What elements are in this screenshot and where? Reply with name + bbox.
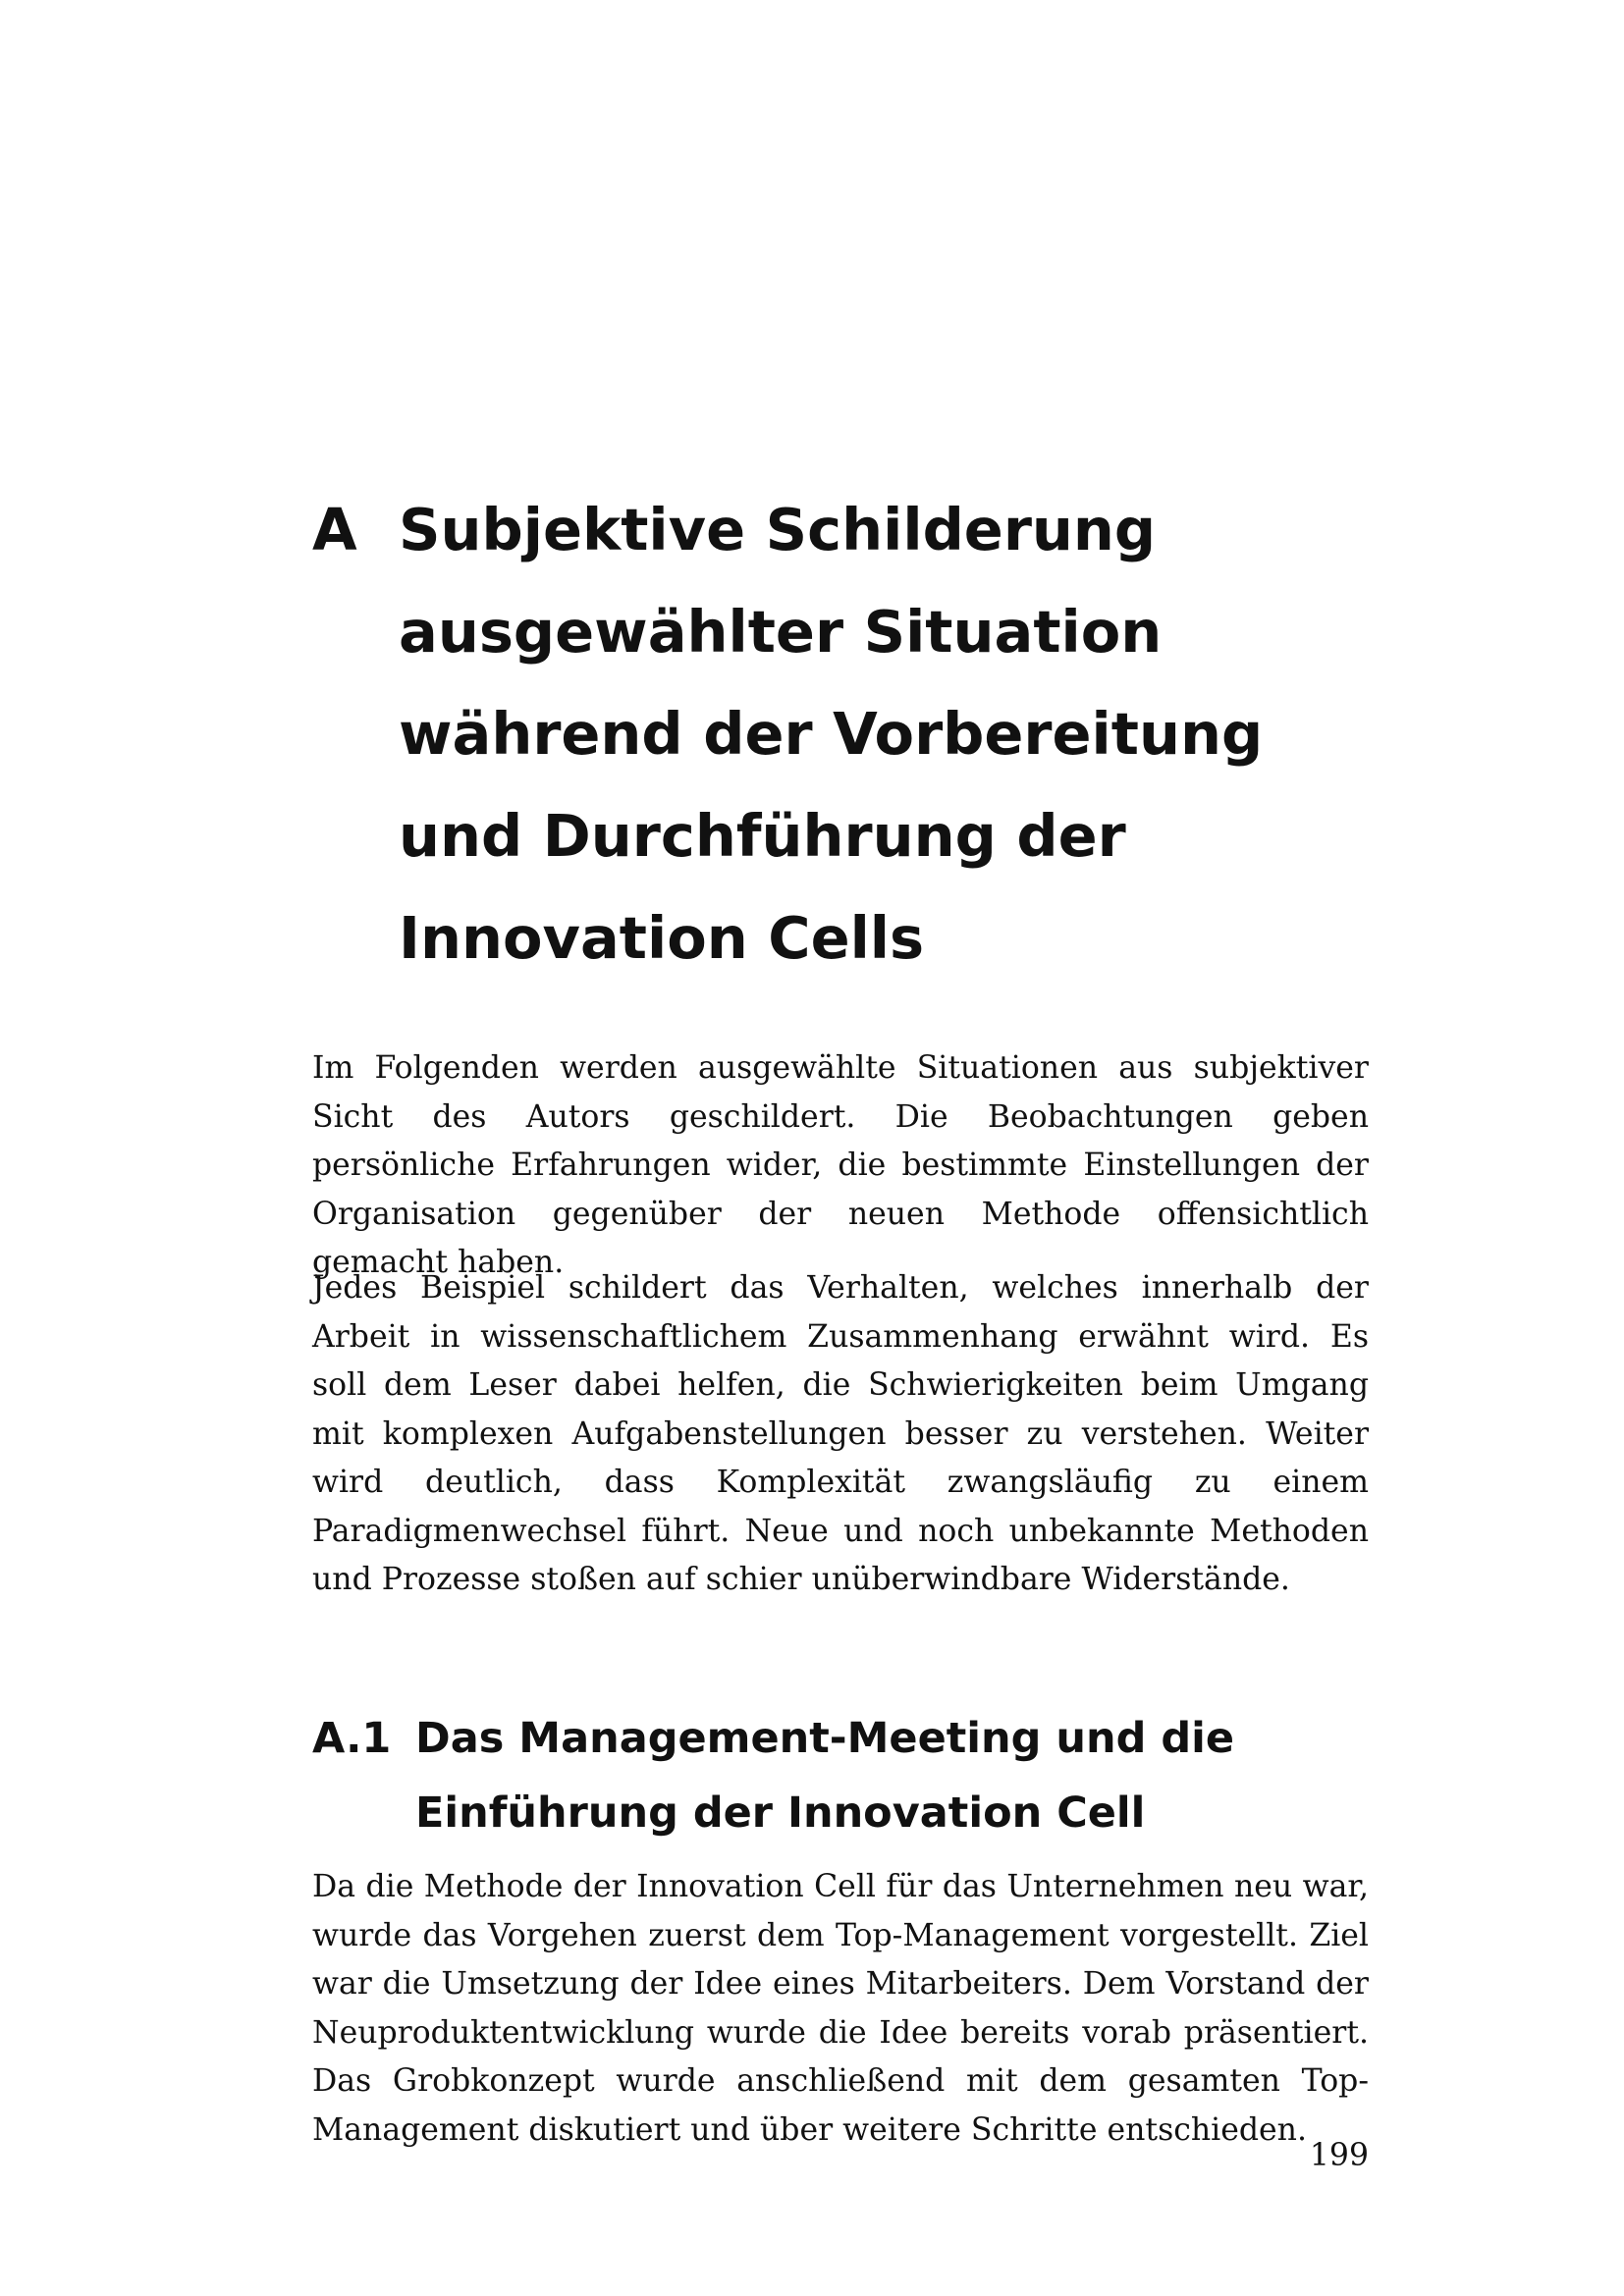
intro-paragraph-2: Jedes Beispiel schildert das Verhalten, welches innerhalb der Arbeit in wissenschaftlichem Zusammenhang erwähnt wird. Es soll dem Leser dabei helfen, die Schwierigkeiten beim Umgang mit komplexen Aufgabenstellungen besser zu verstehen. Weiter wird deutlich, dass Komplexität zwangsläufig zu einem Paradigmenwechsel führt. Neue und noch unbekannte Methoden und Prozesse stoßen auf schier unüberwindbare Widerstände. <box>312 1270 1369 1597</box>
chapter-heading <box>312 479 1392 989</box>
intro-paragraph-1: Im Folgenden werden ausgewählte Situationen aus subjektiver Sicht des Autors geschildert. Die Beobachtungen geben persönliche Erfahrungen wider, die bestimmte Einstellungen der Organisation gegenüber der neuen Methode offensichtlich gemacht haben. <box>312 1050 1369 1280</box>
section-paragraph: Da die Methode der Innovation Cell für das Unternehmen neu war, wurde das Vorgehen zuerst dem Top-Management vorgestellt. Ziel war die Umsetzung der Idee eines Mitarbeiters. Dem Vorstand der Neuproduktentwicklung wurde die Idee bereits vorab präsentiert. Das Grobkonzept wurde anschließend mit dem gesamten Top-Management diskutiert und über weitere Schritte entschieden. <box>312 1869 1369 2148</box>
section-heading <box>312 1701 1392 1850</box>
section-title: Das Management-Meeting und die Einführung der Innovation Cell <box>415 1713 1235 1838</box>
section-number: A.1 <box>312 1713 392 1763</box>
chapter-title: Subjektive Schilderung ausgewählter Situation während der Vorbereitung und Durchführung der Innovation Cells <box>399 495 1264 972</box>
chapter-number: A <box>312 495 357 563</box>
page-number: 199 <box>1309 2138 1369 2173</box>
